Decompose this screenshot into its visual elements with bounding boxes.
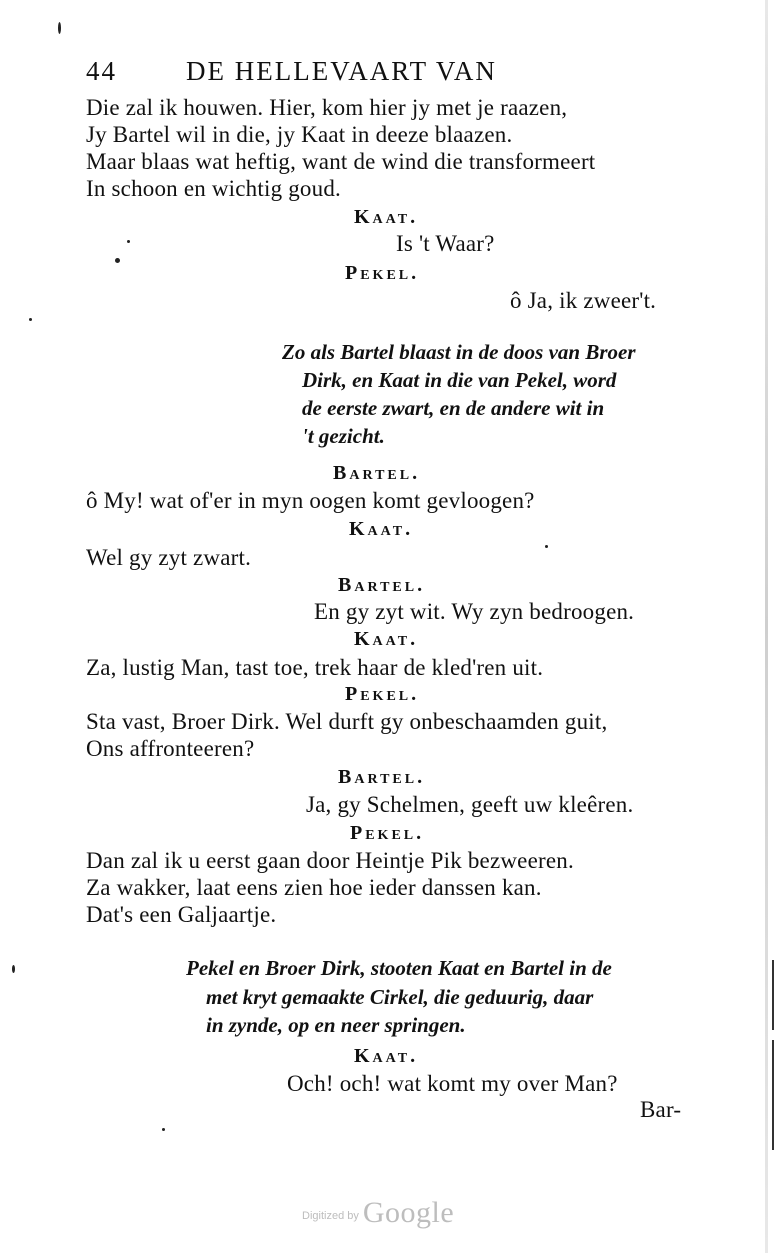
ink-speck bbox=[545, 545, 548, 548]
verse-line: En gy zyt wit. Wy zyn bedroogen. bbox=[314, 599, 635, 624]
page-number: 44 bbox=[86, 56, 117, 86]
verse-line: Za, lustig Man, tast toe, trek haar de kled'ren uit. bbox=[86, 655, 544, 680]
stage-direction: in zynde, op en neer springen. bbox=[206, 1013, 466, 1037]
speaker-name: Pekel. bbox=[345, 262, 420, 284]
watermark-logo-text: Google bbox=[362, 1196, 455, 1229]
ink-speck bbox=[115, 258, 120, 263]
speaker-name: Bartel. bbox=[333, 462, 421, 484]
verse-line: Jy Bartel wil in die, jy Kaat in deeze blaazen. bbox=[86, 122, 513, 147]
speaker-name: Kaat. bbox=[354, 628, 419, 650]
stage-direction: Pekel en Broer Dirk, stooten Kaat en Bartel in de bbox=[186, 956, 612, 980]
ink-speck bbox=[29, 318, 32, 321]
verse-line: Ons affronteeren? bbox=[86, 736, 255, 761]
speaker-name: Bartel. bbox=[338, 766, 426, 788]
stage-direction: met kryt gemaakte Cirkel, die geduurig, daar bbox=[206, 985, 594, 1009]
digitization-watermark bbox=[302, 1190, 454, 1230]
verse-line: Sta vast, Broer Dirk. Wel durft gy onbeschaamden guit, bbox=[86, 709, 608, 734]
verse-line: Is 't Waar? bbox=[396, 231, 495, 256]
verse-line: Wel gy zyt zwart. bbox=[86, 545, 252, 570]
running-title: DE HELLEVAART VAN bbox=[186, 56, 497, 86]
verse-line: Ja, gy Schelmen, geeft uw kleêren. bbox=[306, 792, 634, 817]
ink-speck bbox=[58, 22, 61, 34]
ink-speck bbox=[127, 240, 130, 243]
verse-line: ô My! wat of'er in myn oogen komt gevloogen? bbox=[86, 488, 535, 513]
stage-direction: Dirk, en Kaat in die van Pekel, word bbox=[302, 368, 617, 392]
verse-line: Die zal ik houwen. Hier, kom hier jy met je raazen, bbox=[86, 95, 568, 120]
stage-direction: Zo als Bartel blaast in de doos van Broer bbox=[282, 340, 636, 364]
verse-line: Za wakker, laat eens zien hoe ieder danssen kan. bbox=[86, 875, 542, 900]
verse-line: In schoon en wichtig goud. bbox=[86, 176, 341, 201]
speaker-name: Kaat. bbox=[354, 206, 419, 228]
stage-direction: 't gezicht. bbox=[302, 424, 385, 448]
ink-speck bbox=[162, 1128, 165, 1131]
page-edge-mark bbox=[772, 1040, 774, 1150]
page-edge-shadow bbox=[765, 0, 768, 1253]
verse-line: Dan zal ik u eerst gaan door Heintje Pik bezweeren. bbox=[86, 848, 574, 873]
ink-speck bbox=[12, 965, 15, 973]
verse-line: Dat's een Galjaartje. bbox=[86, 902, 277, 927]
speaker-name: Kaat. bbox=[354, 1045, 419, 1067]
verse-line: ô Ja, ik zweer't. bbox=[510, 288, 657, 313]
stage-direction: de eerste zwart, en de andere wit in bbox=[302, 396, 605, 420]
watermark-small-text: Digitized by bbox=[302, 1210, 359, 1222]
page-edge-mark bbox=[772, 960, 774, 1030]
verse-line: Maar blaas wat heftig, want de wind die transformeert bbox=[86, 149, 596, 174]
verse-line: Och! och! wat komt my over Man? bbox=[287, 1071, 618, 1096]
speaker-name: Kaat. bbox=[349, 518, 414, 540]
speaker-name: Bartel. bbox=[338, 574, 426, 596]
speaker-name: Pekel. bbox=[345, 683, 420, 705]
catchword: Bar- bbox=[640, 1097, 682, 1122]
speaker-name: Pekel. bbox=[350, 822, 425, 844]
